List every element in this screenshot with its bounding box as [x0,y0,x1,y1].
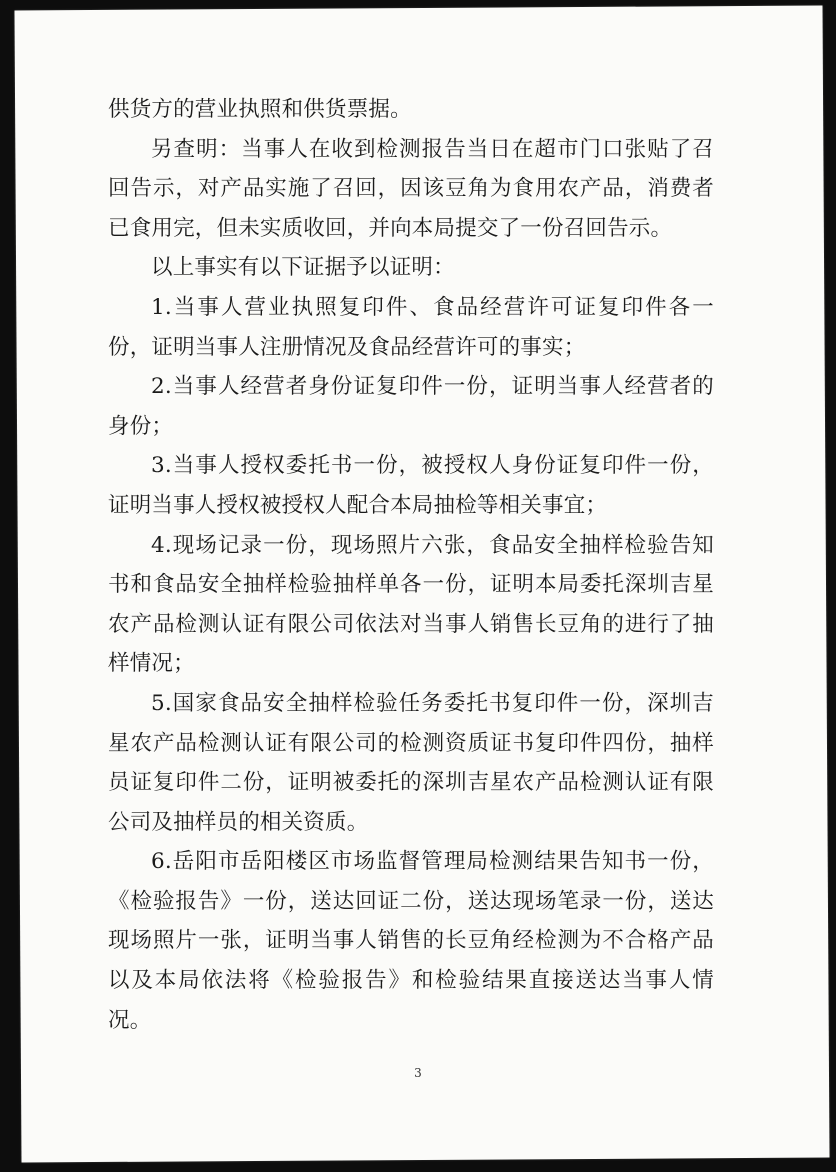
paragraph-evidence-1: 1.当事人营业执照复印件、食品经营许可证复印件各一份，证明当事人注册情况及食品经营许可的事实； [108,294,714,360]
paragraph-evidence-6: 6.岳阳市岳阳楼区市场监督管理局检测结果告知书一份，《检验报告》一份，送达回证二份，送达现场笔录一份，送达现场照片一张，证明当事人销售的长豆角经检测为不合格产品以及本局依法将《检验报告》和检验结果直接送达当事人情况。 [108,849,714,1033]
paragraph-continued: 供货方的营业执照和供货票据。 [108,97,412,122]
paragraph-evidence-2: 2.当事人经营者身份证复印件一份，证明当事人经营者的身份； [108,374,714,439]
document-body [108,90,714,1040]
paragraph-evidence-4: 4.现场记录一份，现场照片六张，食品安全抽样检验告知书和食品安全抽样检验抽样单各一份，证明本局委托深圳吉星农产品检测认证有限公司依法对当事人销售长豆角的进行了抽样情况； [108,532,714,677]
paragraph-recall: 另查明：当事人在收到检测报告当日在超市门口张贴了召回告示，对产品实施了召回，因该豆角为食用农产品，消费者已食用完，但未实质收回，并向本局提交了一份召回告示。 [108,136,714,241]
page-number: 3 [414,1066,422,1080]
paragraph-evidence-3: 3.当事人授权委托书一份，被授权人身份证复印件一份，证明当事人授权被授权人配合本局抽检等相关事宜； [108,453,714,518]
paragraph-evidence-5: 5.国家食品安全抽样检验任务委托书复印件一份，深圳吉星农产品检测认证有限公司的检测资质证书复印件四份，抽样员证复印件二份，证明被委托的深圳吉星农产品检测认证有限公司及抽样员的相关资质。 [108,690,714,835]
paragraph-evidence-intro: 以上事实有以下证据予以证明： [151,255,455,281]
